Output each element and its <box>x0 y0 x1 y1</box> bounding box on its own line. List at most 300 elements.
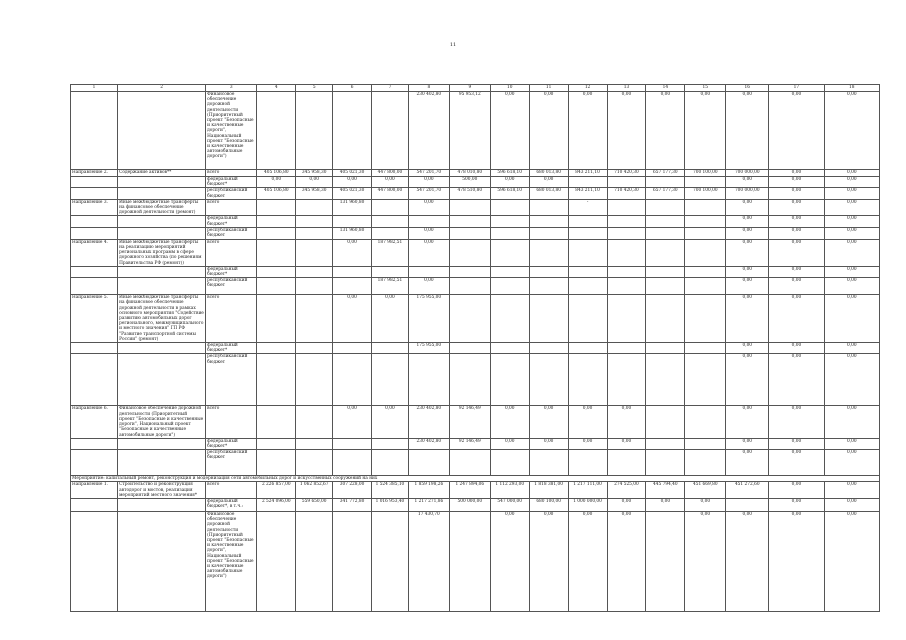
table-cell <box>118 278 206 295</box>
table-cell <box>333 216 372 227</box>
table-cell <box>296 278 333 295</box>
table-cell: 1 112 293,00 <box>490 482 529 499</box>
table-cell <box>568 278 607 295</box>
table-cell: 0,00 <box>726 406 769 438</box>
table-cell <box>646 406 685 438</box>
table-cell <box>372 450 409 476</box>
table-cell <box>296 239 333 266</box>
table-cell: 0,00 <box>769 450 824 476</box>
table-cell: 17 430,70 <box>408 511 449 611</box>
table-row <box>71 266 880 277</box>
table-cell <box>685 450 726 476</box>
table-cell: 92 146,49 <box>449 406 490 438</box>
table-cell: 0,00 <box>769 295 824 343</box>
table-cell: 0,00 <box>726 343 769 354</box>
table-cell: 0,00 <box>490 438 529 449</box>
table-cell: Направление 5. <box>71 295 118 343</box>
table-cell <box>257 343 296 354</box>
table-cell: 447 800,00 <box>372 188 409 199</box>
table-cell: федеральный бюджет* <box>206 177 257 188</box>
table-cell: 0,00 <box>769 239 824 266</box>
table-cell <box>71 511 118 611</box>
table-cell: 547 000,00 <box>490 498 529 511</box>
table-cell: 710 420,30 <box>607 188 646 199</box>
table-cell: Финансовое обеспечение дорожной деятельности (Приоритетный проект "Безопасные и качественные дороги", Национальный проект "Безопасные и качественные автомобильные дороги") <box>118 406 206 438</box>
budget-table <box>70 84 880 612</box>
table-cell <box>529 199 568 216</box>
table-cell <box>408 266 449 277</box>
table-cell: 0,00 <box>490 92 529 170</box>
table-cell <box>607 177 646 188</box>
table-cell: 345 958,30 <box>296 170 333 177</box>
table-cell: 230 402,80 <box>408 438 449 449</box>
table-cell <box>71 188 118 199</box>
table-cell <box>296 406 333 438</box>
table-cell: 657 177,30 <box>646 188 685 199</box>
table-cell: 0,00 <box>726 239 769 266</box>
table-cell <box>71 438 118 449</box>
table-cell: 0,00 <box>824 227 879 239</box>
table-cell <box>296 199 333 216</box>
table-cell <box>372 266 409 277</box>
table-cell: всего <box>206 199 257 216</box>
table-cell <box>118 511 206 611</box>
table-row <box>71 295 880 343</box>
table-cell: 0,00 <box>824 266 879 277</box>
table-cell <box>71 92 118 170</box>
table-cell: республиканский бюджет <box>206 278 257 295</box>
table-cell <box>726 498 769 511</box>
table-cell: Строительство и реконструкция автодорог и мостов, реализация мероприятий местного значения* <box>118 482 206 499</box>
table-cell <box>685 227 726 239</box>
table-cell: 187 982,51 <box>372 239 409 266</box>
table-cell: 700 100,00 <box>685 188 726 199</box>
table-cell <box>529 278 568 295</box>
table-cell: 0,00 <box>607 406 646 438</box>
table-cell <box>118 498 206 511</box>
table-cell: 478 010,80 <box>449 170 490 177</box>
table-cell: 187 982,51 <box>372 278 409 295</box>
table-cell: 680 013,80 <box>529 170 568 177</box>
table-cell <box>257 354 296 406</box>
table-row <box>71 343 880 354</box>
table-cell: 547 201,70 <box>408 170 449 177</box>
table-cell <box>372 511 409 611</box>
table-cell: 0,00 <box>408 278 449 295</box>
table-cell: 0,00 <box>646 498 685 511</box>
column-header: 4 <box>257 85 296 92</box>
table-cell <box>646 216 685 227</box>
table-cell: 0,00 <box>824 450 879 476</box>
table-cell <box>71 354 118 406</box>
table-cell <box>646 239 685 266</box>
table-cell <box>490 227 529 239</box>
table-cell: 0,00 <box>568 92 607 170</box>
table-cell: 0,00 <box>769 278 824 295</box>
table-cell: всего <box>206 406 257 438</box>
table-cell: 0,00 <box>333 406 372 438</box>
table-cell <box>372 343 409 354</box>
table-cell: 1 524 385,10 <box>372 482 409 499</box>
column-header: 7 <box>372 85 409 92</box>
table-cell <box>490 216 529 227</box>
table-cell: 0,00 <box>333 177 372 188</box>
table-cell <box>372 92 409 170</box>
table-cell: 0,00 <box>769 482 824 499</box>
table-cell: 500,00 <box>449 177 490 188</box>
table-cell <box>449 450 490 476</box>
table-row <box>71 406 880 438</box>
table-cell: 0,00 <box>568 511 607 611</box>
table-cell <box>646 438 685 449</box>
table-cell: 596 618,10 <box>490 188 529 199</box>
table-cell <box>529 343 568 354</box>
table-cell: 451 669,80 <box>685 482 726 499</box>
table-cell: 0,00 <box>824 92 879 170</box>
table-cell <box>257 278 296 295</box>
table-cell: 1 000 000,00 <box>568 498 607 511</box>
table-cell <box>646 177 685 188</box>
table-cell <box>296 266 333 277</box>
table-cell <box>71 216 118 227</box>
table-cell: 700 000,00 <box>726 188 769 199</box>
table-cell: республиканский бюджет <box>206 450 257 476</box>
table-cell: 0,00 <box>726 450 769 476</box>
table-cell <box>646 199 685 216</box>
table-cell: Направление 4. <box>71 239 118 266</box>
table-cell <box>568 295 607 343</box>
column-header: 6 <box>333 85 372 92</box>
table-cell: 445 794,40 <box>646 482 685 499</box>
table-cell <box>568 450 607 476</box>
table-cell: 0,00 <box>529 406 568 438</box>
table-cell: 405 106,80 <box>257 170 296 177</box>
table-cell <box>685 216 726 227</box>
table-cell <box>685 438 726 449</box>
table-cell <box>646 450 685 476</box>
table-cell: всего <box>206 295 257 343</box>
table-cell <box>607 266 646 277</box>
table-cell <box>490 450 529 476</box>
table-cell <box>607 295 646 343</box>
table-cell <box>449 343 490 354</box>
table-row <box>71 498 880 511</box>
table-row <box>71 239 880 266</box>
table-cell: 0,00 <box>726 177 769 188</box>
table-cell: Направление 3. <box>71 199 118 216</box>
table-cell <box>71 227 118 239</box>
table-cell: 596 618,10 <box>490 170 529 177</box>
table-cell: 0,00 <box>372 406 409 438</box>
table-cell: 843 211,10 <box>568 188 607 199</box>
column-header: 5 <box>296 85 333 92</box>
table-cell: всего <box>206 239 257 266</box>
table-cell <box>333 438 372 449</box>
table-cell <box>529 227 568 239</box>
table-cell: республиканский бюджет <box>206 354 257 406</box>
table-cell <box>118 354 206 406</box>
table-cell: 0,00 <box>769 199 824 216</box>
table-cell <box>607 278 646 295</box>
table-cell <box>296 216 333 227</box>
table-cell <box>490 278 529 295</box>
column-header: 12 <box>568 85 607 92</box>
table-cell: 92 146,49 <box>449 438 490 449</box>
table-cell: 0,00 <box>824 438 879 449</box>
column-header: 17 <box>769 85 824 92</box>
table-cell <box>646 266 685 277</box>
table-cell: 500 000,00 <box>449 498 490 511</box>
table-cell: 0,00 <box>685 511 726 611</box>
table-cell: 341 772,80 <box>333 498 372 511</box>
table-cell: 0,00 <box>824 511 879 611</box>
table-cell: 0,00 <box>490 177 529 188</box>
table-cell: 175 955,00 <box>408 343 449 354</box>
table-cell <box>257 511 296 611</box>
table-cell <box>529 354 568 406</box>
column-header: 3 <box>206 85 257 92</box>
table-cell: 0,00 <box>726 295 769 343</box>
table-cell <box>296 295 333 343</box>
table-cell: 680 013,80 <box>529 188 568 199</box>
table-cell <box>372 227 409 239</box>
table-row <box>71 354 880 406</box>
table-cell: 0,00 <box>769 227 824 239</box>
table-cell: 0,00 <box>769 498 824 511</box>
table-cell <box>449 278 490 295</box>
column-header: 14 <box>646 85 685 92</box>
table-cell: 0,00 <box>257 177 296 188</box>
table-cell: республиканский бюджет <box>206 227 257 239</box>
table-cell: Иные межбюджетные трансферты на финансовое обеспечение дорожной деятельности в рамках основного мероприятия "Содействие развитию автомобильных дорог регионального, межмуниципального и местного значения" ГП РФ "Развитие транспортной системы России" (ремонт) <box>119 295 204 342</box>
table-cell: Финансовое обеспечение дорожной деятельности (Приоритетный проект "Безопасные и качественные дороги", Национальный проект "Безопасные и качественные автомобильные дороги") <box>206 92 257 170</box>
table-cell: 0,00 <box>769 354 824 406</box>
table-cell: 0,00 <box>726 216 769 227</box>
table-cell <box>685 278 726 295</box>
table-cell <box>118 438 206 449</box>
table-cell: 0,00 <box>529 511 568 611</box>
table-cell: 230 402,80 <box>408 92 449 170</box>
table-cell: 405 021,30 <box>333 170 372 177</box>
table-cell <box>71 177 118 188</box>
table-cell <box>257 199 296 216</box>
table-cell: 0,00 <box>296 177 333 188</box>
table-cell: 478 510,80 <box>449 188 490 199</box>
table-cell: 0,00 <box>568 438 607 449</box>
table-cell: Иные межбюджетные трансферты на финансовое обеспечение дорожной деятельности (ремонт) <box>118 199 206 216</box>
table-cell <box>685 177 726 188</box>
table-cell: 0,00 <box>646 92 685 170</box>
table-cell: 657 177,30 <box>646 170 685 177</box>
table-cell <box>685 343 726 354</box>
table-cell: 451 272,60 <box>726 482 769 499</box>
table-cell <box>646 278 685 295</box>
column-header: 1 <box>71 85 118 92</box>
table-cell: 0,00 <box>408 199 449 216</box>
table-cell <box>257 266 296 277</box>
table-cell <box>646 511 685 611</box>
table-cell <box>71 278 118 295</box>
table-cell: 0,00 <box>685 498 726 511</box>
table-cell: 0,00 <box>824 498 879 511</box>
table-cell <box>296 450 333 476</box>
table-cell: 345 958,30 <box>296 188 333 199</box>
table-cell <box>296 92 333 170</box>
table-cell <box>646 354 685 406</box>
table-row <box>71 438 880 449</box>
table-cell <box>257 227 296 239</box>
table-cell: 0,00 <box>824 239 879 266</box>
table-cell: - <box>568 199 607 216</box>
table-cell: 0,00 <box>769 511 824 611</box>
table-cell <box>490 354 529 406</box>
table-cell <box>568 227 607 239</box>
table-cell: Направление 2. <box>71 170 118 177</box>
table-cell: 0,00 <box>769 92 824 170</box>
table-cell: 0,00 <box>408 239 449 266</box>
table-cell <box>118 266 206 277</box>
table-cell <box>449 266 490 277</box>
table-cell <box>408 450 449 476</box>
table-cell: 0,00 <box>529 438 568 449</box>
table-cell: 0,00 <box>824 188 879 199</box>
table-cell: 1 247 894,06 <box>449 482 490 499</box>
table-cell <box>118 216 206 227</box>
table-cell: 131 960,80 <box>333 227 372 239</box>
table-cell <box>71 498 118 511</box>
table-cell <box>529 295 568 343</box>
table-cell: 710 420,30 <box>607 170 646 177</box>
table-cell <box>257 295 296 343</box>
table-cell: 0,00 <box>685 92 726 170</box>
table-cell: 0,00 <box>726 354 769 406</box>
table-cell: федеральный бюджет*, в т.ч.: <box>206 498 257 511</box>
table-cell <box>685 266 726 277</box>
table-row <box>71 170 880 177</box>
table-cell: 1 818 381,00 <box>529 482 568 499</box>
table-row <box>71 188 880 199</box>
table-cell <box>333 278 372 295</box>
table-cell: 405 021,30 <box>333 188 372 199</box>
column-header: 10 <box>490 85 529 92</box>
table-cell <box>685 406 726 438</box>
table-cell: всего <box>206 170 257 177</box>
table-cell: 0,00 <box>769 438 824 449</box>
table-cell: 0,00 <box>490 406 529 438</box>
table-cell <box>296 227 333 239</box>
table-cell <box>118 92 206 170</box>
table-cell <box>296 438 333 449</box>
column-header: 11 <box>529 85 568 92</box>
table-cell: 0,00 <box>824 216 879 227</box>
table-cell: 0,00 <box>824 295 879 343</box>
table-cell: 0,00 <box>568 406 607 438</box>
table-cell <box>372 354 409 406</box>
table-cell: 0,00 <box>607 498 646 511</box>
table-cell: Содержание активов** <box>118 170 206 177</box>
table-cell <box>71 266 118 277</box>
table-cell <box>568 216 607 227</box>
column-header: 15 <box>685 85 726 92</box>
table-cell <box>529 216 568 227</box>
table-cell: 0,00 <box>824 278 879 295</box>
table-cell: 0,00 <box>726 92 769 170</box>
table-cell <box>257 406 296 438</box>
table-cell: 700 000,00 <box>726 170 769 177</box>
table-cell: 0,00 <box>769 170 824 177</box>
column-header: 13 <box>607 85 646 92</box>
table-cell <box>490 199 529 216</box>
table-cell: 1 859 198,26 <box>408 482 449 499</box>
table-cell <box>449 295 490 343</box>
table-cell <box>685 354 726 406</box>
table-cell <box>607 354 646 406</box>
column-header: 16 <box>726 85 769 92</box>
table-row <box>71 511 880 611</box>
table-cell: 680 100,00 <box>529 498 568 511</box>
table-cell: 0,00 <box>333 239 372 266</box>
table-cell <box>490 343 529 354</box>
table-cell <box>529 450 568 476</box>
table-row <box>71 482 880 499</box>
table-cell: 1 062 852,67 <box>296 482 333 499</box>
table-cell: Направление 1. <box>71 482 118 499</box>
table-cell: Иные межбюджетные трансферты на реализацию мероприятий региональных программ в сфере дорожного хозяйства (по решениям Правительства РФ (ремонт)) <box>118 239 206 266</box>
table-cell: 0,00 <box>372 295 409 343</box>
column-header: 9 <box>449 85 490 92</box>
table-cell <box>646 295 685 343</box>
table-cell <box>333 354 372 406</box>
table-cell <box>118 343 206 354</box>
table-cell <box>529 266 568 277</box>
table-cell: 405 106,80 <box>257 188 296 199</box>
table-cell <box>71 343 118 354</box>
table-row <box>71 278 880 295</box>
page-number: 11 <box>449 42 457 48</box>
table-cell <box>568 354 607 406</box>
table-cell: 559 650,00 <box>296 498 333 511</box>
table-cell: 700 100,00 <box>685 170 726 177</box>
table-cell <box>257 239 296 266</box>
table-cell: 1 016 953,40 <box>372 498 409 511</box>
table-cell: 0,00 <box>824 177 879 188</box>
table-row <box>71 227 880 239</box>
table-cell <box>296 354 333 406</box>
table-cell <box>333 450 372 476</box>
table-cell: Направление 6. <box>71 406 118 438</box>
table-cell: 2 524 096,00 <box>257 498 296 511</box>
table-cell: 0,00 <box>726 227 769 239</box>
table-cell: 0,00 <box>607 438 646 449</box>
table-cell: 0,00 <box>372 177 409 188</box>
table-cell: 0,00 <box>529 92 568 170</box>
table-cell <box>372 216 409 227</box>
table-cell <box>449 199 490 216</box>
table-cell: 0,00 <box>824 354 879 406</box>
column-header: 2 <box>118 85 206 92</box>
table-cell: 547 201,70 <box>408 188 449 199</box>
table-cell <box>568 266 607 277</box>
table-cell <box>118 227 206 239</box>
table-cell <box>118 450 206 476</box>
table-cell <box>333 343 372 354</box>
table-cell: 0,00 <box>490 511 529 611</box>
table-cell: 0,00 <box>824 199 879 216</box>
table-cell <box>449 511 490 611</box>
table-cell <box>296 511 333 611</box>
table-cell <box>490 266 529 277</box>
table-cell <box>118 188 206 199</box>
